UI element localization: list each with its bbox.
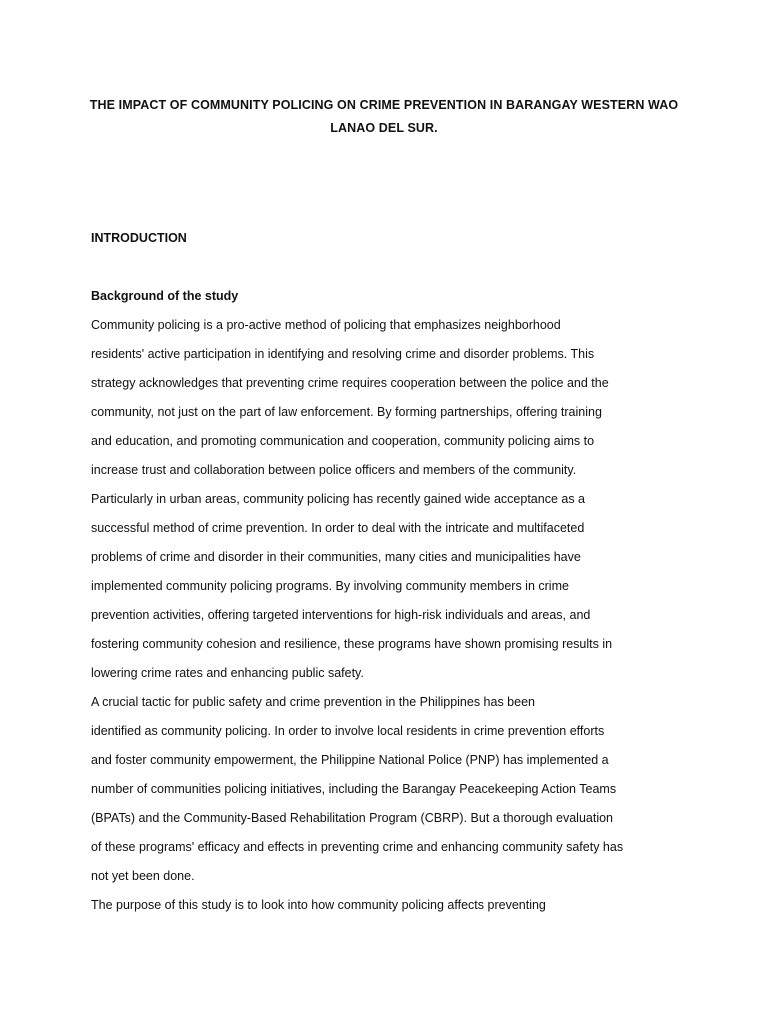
body-line: increase trust and collaboration between police officers and members of the community. bbox=[91, 463, 577, 477]
body-line: identified as community policing. In order to involve local residents in crime prevention efforts bbox=[91, 724, 605, 738]
body-line: and education, and promoting communication and cooperation, community policing aims to bbox=[91, 434, 595, 448]
body-line: implemented community policing programs. By involving community members in crime bbox=[91, 579, 569, 593]
subsection-heading-background: Background of the study bbox=[91, 289, 239, 303]
body-line: residents' active participation in identifying and resolving crime and disorder problems. This bbox=[91, 347, 595, 361]
body-line: of these programs' efficacy and effects in preventing crime and enhancing community safety has bbox=[91, 840, 624, 854]
document-title bbox=[70, 94, 698, 140]
body-line: lowering crime rates and enhancing public safety. bbox=[91, 666, 364, 680]
body-line: number of communities policing initiatives, including the Barangay Peacekeeping Action Teams bbox=[91, 782, 617, 796]
body-line: strategy acknowledges that preventing crime requires cooperation between the police and the bbox=[91, 376, 609, 390]
body-line: Community policing is a pro-active method of policing that emphasizes neighborhood bbox=[91, 318, 561, 332]
body-line: Particularly in urban areas, community policing has recently gained wide acceptance as a bbox=[91, 492, 586, 506]
section-heading-introduction: INTRODUCTION bbox=[91, 231, 187, 245]
body-line: successful method of crime prevention. In order to deal with the intricate and multifaceted bbox=[91, 521, 585, 535]
body-line: A crucial tactic for public safety and crime prevention in the Philippines has been bbox=[91, 695, 535, 709]
body-line: prevention activities, offering targeted interventions for high-risk individuals and areas, and bbox=[91, 608, 591, 622]
body-line: problems of crime and disorder in their communities, many cities and municipalities have bbox=[91, 550, 581, 564]
title-line-1: THE IMPACT OF COMMUNITY POLICING ON CRIME PREVENTION IN BARANGAY WESTERN WAO bbox=[89, 98, 679, 112]
body-line: community, not just on the part of law enforcement. By forming partnerships, offering training bbox=[91, 405, 602, 419]
title-line-2: LANAO DEL SUR. bbox=[330, 121, 438, 135]
body-line: not yet been done. bbox=[91, 869, 195, 883]
body-line: fostering community cohesion and resilience, these programs have shown promising results in bbox=[91, 637, 613, 651]
body-line: (BPATs) and the Community-Based Rehabilitation Program (CBRP). But a thorough evaluation bbox=[91, 811, 614, 825]
body-line: and foster community empowerment, the Philippine National Police (PNP) has implemented a bbox=[91, 753, 609, 767]
body-line: The purpose of this study is to look into how community policing affects preventing bbox=[91, 898, 546, 912]
